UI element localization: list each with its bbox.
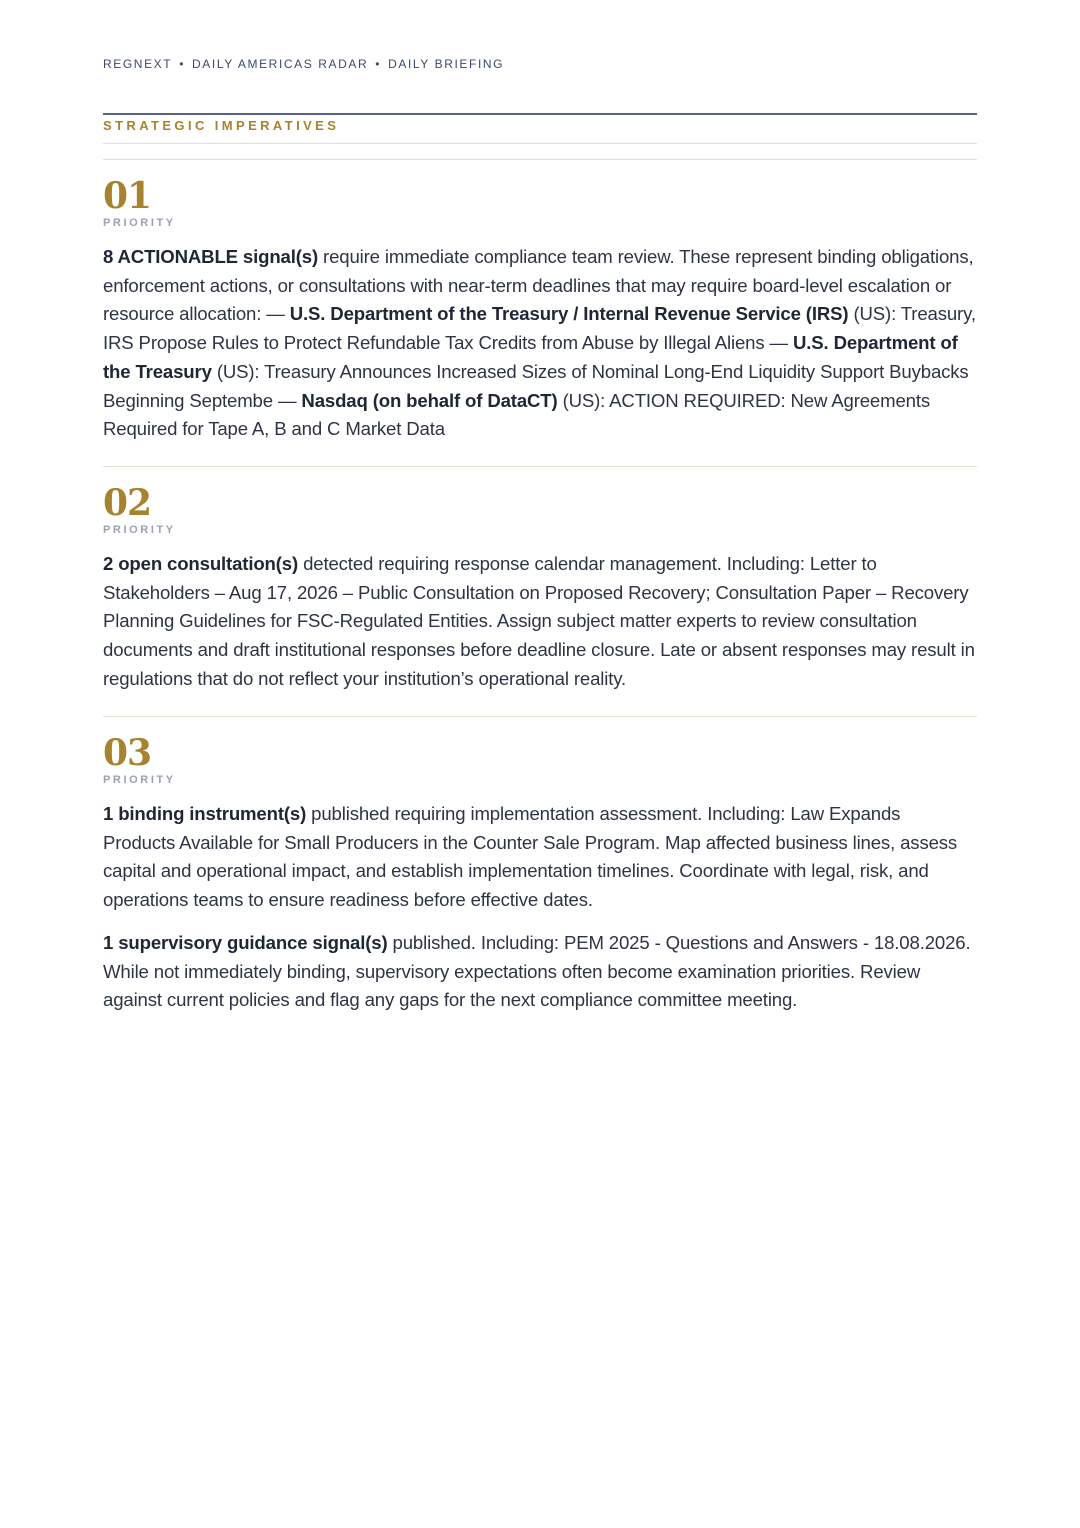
header-section: DAILY AMERICAS RADAR: [192, 57, 369, 71]
priority-block-01: [103, 176, 977, 444]
running-header: [103, 57, 504, 71]
priority-label: PRIORITY: [103, 774, 176, 786]
priority-paragraph: [103, 800, 977, 915]
bold-run: 2 open consultation(s): [103, 553, 299, 574]
priority-number: 03: [103, 732, 152, 774]
text-run: (US): Treasury, IRS Propose Rules to Protect Refundable Tax Credits from Abuse by Illegal Aliens —: [103, 303, 976, 354]
header-separator: •: [179, 57, 186, 71]
section-top-rule: [103, 113, 977, 115]
text-run: published requiring implementation assessment. Including: Law Expands Products Available for Small Producers in the Counter Sale Program. Map affected business lines, assess capital and operational impact, and establish implementation timelines. Coordinate with legal, risk, and operations teams to ensure readiness before effective dates.: [103, 803, 958, 911]
priority-label: PRIORITY: [103, 217, 176, 229]
priority-block-03: [103, 733, 977, 1015]
priority-label: PRIORITY: [103, 524, 176, 536]
text-run: (US): ACTION REQUIRED: New Agreements Required for Tape A, B and C Market Data: [103, 389, 931, 440]
bold-run: 1 supervisory guidance signal(s): [103, 931, 388, 953]
priority-divider: [103, 716, 977, 717]
header-separator: •: [375, 57, 382, 71]
section-title: STRATEGIC IMPERATIVES: [103, 118, 340, 133]
text-run: require immediate compliance team review. These represent binding obligations, enforcement actions, or consultations with near-term deadlines that may require board-level escalation or resource allocation: —: [103, 246, 974, 325]
text-run: published. Including: PEM 2025 - Questions and Answers - 18.08.2026. While not immediately binding, supervisory expectations often become examination priorities. Review against current policies and flag any gaps for the next compliance committee meeting.: [103, 931, 971, 1011]
priority-paragraph: [103, 550, 977, 694]
priority-divider: [103, 159, 977, 160]
header-brand: REGNEXT: [103, 57, 173, 71]
text-run: (US): Treasury Announces Increased Sizes of Nominal Long-End Liquidity Support Buybacks Beginning Septembe —: [103, 360, 969, 411]
priority-number: 01: [103, 175, 152, 217]
priority-paragraph: [103, 243, 977, 444]
priority-divider: [103, 466, 977, 467]
bold-run: U.S. Department of the Treasury: [103, 332, 958, 382]
text-run: detected requiring response calendar management. Including: Letter to Stakeholders – Aug 17, 2026 – Public Consultation on Proposed Recovery; Consultation Paper – Recovery Planning Guidelines for FSC-Regulated Entities. Assign subject matter experts to review consultation documents and draft institutional responses before deadline closure. Late or absent responses may result in regulations that do not reflect your institution’s operational reality.: [103, 553, 975, 689]
bold-run: U.S. Department of the Treasury / Internal Revenue Service (IRS): [289, 303, 849, 325]
priority-paragraph: [103, 929, 977, 1015]
bold-run: 1 binding instrument(s): [103, 803, 307, 824]
bold-run: 8 ACTIONABLE signal(s): [103, 246, 319, 267]
section-title-rule: [103, 143, 977, 144]
priority-block-02: [103, 483, 977, 694]
header-doc-type: DAILY BRIEFING: [388, 57, 505, 71]
bold-run: Nasdaq (on behalf of DataCT): [301, 389, 558, 411]
priority-number: 02: [103, 482, 152, 524]
